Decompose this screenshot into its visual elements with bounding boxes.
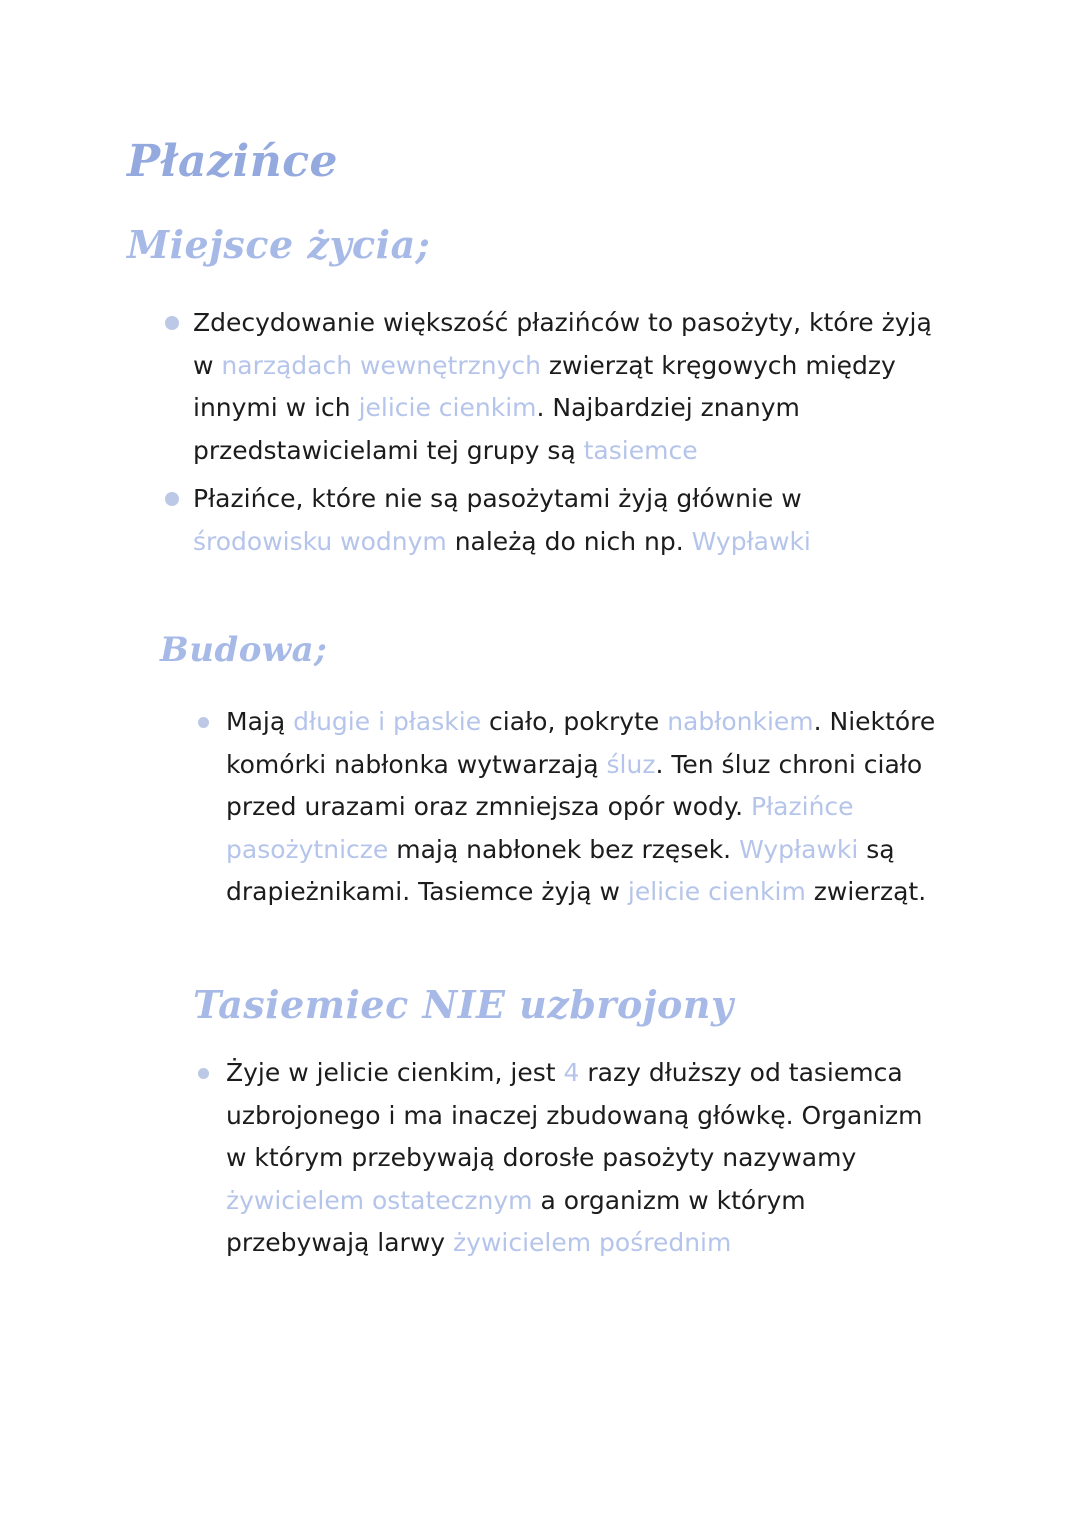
page-title: Płazińce bbox=[127, 136, 339, 187]
highlight-term: Płazińce pasożytnicze bbox=[226, 792, 854, 864]
text-run: Płazińce, które nie są pasożytami żyją głównie w bbox=[193, 484, 802, 513]
text-run: a organizm w którym przebywają larwy bbox=[226, 1185, 806, 1257]
bullet-icon bbox=[165, 492, 179, 506]
text-run: Żyje w jelicie cienkim, jest bbox=[226, 1058, 564, 1087]
list-item bbox=[226, 1052, 946, 1265]
highlight-term: nabłonkiem bbox=[667, 707, 814, 736]
text-run: zwierząt kręgowych między innymi w ich bbox=[193, 350, 896, 422]
text-run: . Niektóre komórki nabłonka wytwarzają bbox=[226, 707, 936, 779]
highlight-term: środowisku wodnym bbox=[193, 526, 447, 556]
bullet-icon bbox=[198, 1068, 209, 1079]
text-run: . Ten śluz chroni ciało przed urazami oraz zmniejsza opór wody. bbox=[226, 749, 923, 821]
highlight-term: długie i płaskie bbox=[293, 707, 482, 736]
section-heading-habitat: Miejsce życia; bbox=[127, 222, 431, 267]
tapeworm-list bbox=[226, 1052, 946, 1265]
highlight-term: 4 bbox=[563, 1058, 580, 1087]
highlight-term: Wypławki bbox=[691, 526, 811, 556]
highlight-term: śluz bbox=[606, 749, 656, 779]
habitat-list bbox=[193, 302, 933, 569]
text-run: zwierząt. bbox=[805, 877, 927, 906]
bullet-icon bbox=[198, 717, 209, 728]
structure-list bbox=[226, 701, 946, 914]
text-run: ciało, pokryte bbox=[481, 707, 668, 736]
highlight-term: jelicie cienkim bbox=[358, 393, 537, 422]
list-item bbox=[226, 701, 946, 914]
highlight-term: tasiemce bbox=[583, 435, 698, 465]
bullet-icon bbox=[165, 316, 179, 330]
section-heading-structure: Budowa; bbox=[160, 630, 328, 670]
list-item bbox=[193, 302, 933, 472]
highlight-term: narządach wewnętrznych bbox=[221, 350, 541, 380]
text-run: Zdecydowanie większość płazińców to pasożyty, które żyją w bbox=[193, 308, 932, 380]
text-run: mają nabłonek bez rzęsek. bbox=[388, 834, 740, 864]
text-run: należą do nich np. bbox=[446, 526, 692, 556]
list-item bbox=[193, 478, 933, 563]
section-heading-tapeworm: Tasiemiec NIE uzbrojony bbox=[193, 982, 734, 1027]
text-run: . Najbardziej znanym przedstawicielami tej grupy są bbox=[193, 393, 800, 465]
highlight-term: żywicielem pośrednim bbox=[453, 1228, 732, 1257]
text-run: Mają bbox=[226, 707, 294, 736]
highlight-term: żywicielem ostatecznym bbox=[226, 1185, 533, 1215]
text-run: są drapieżnikami. Tasiemce żyją w bbox=[226, 834, 895, 906]
text-run: razy dłuższy od tasiemca uzbrojonego i ma inaczej zbudowaną główkę. Organizm w którym przebywają dorosłe pasożyty nazywamy bbox=[226, 1058, 923, 1172]
highlight-term: Wypławki bbox=[739, 834, 859, 864]
highlight-term: jelicie cienkim bbox=[627, 877, 806, 906]
